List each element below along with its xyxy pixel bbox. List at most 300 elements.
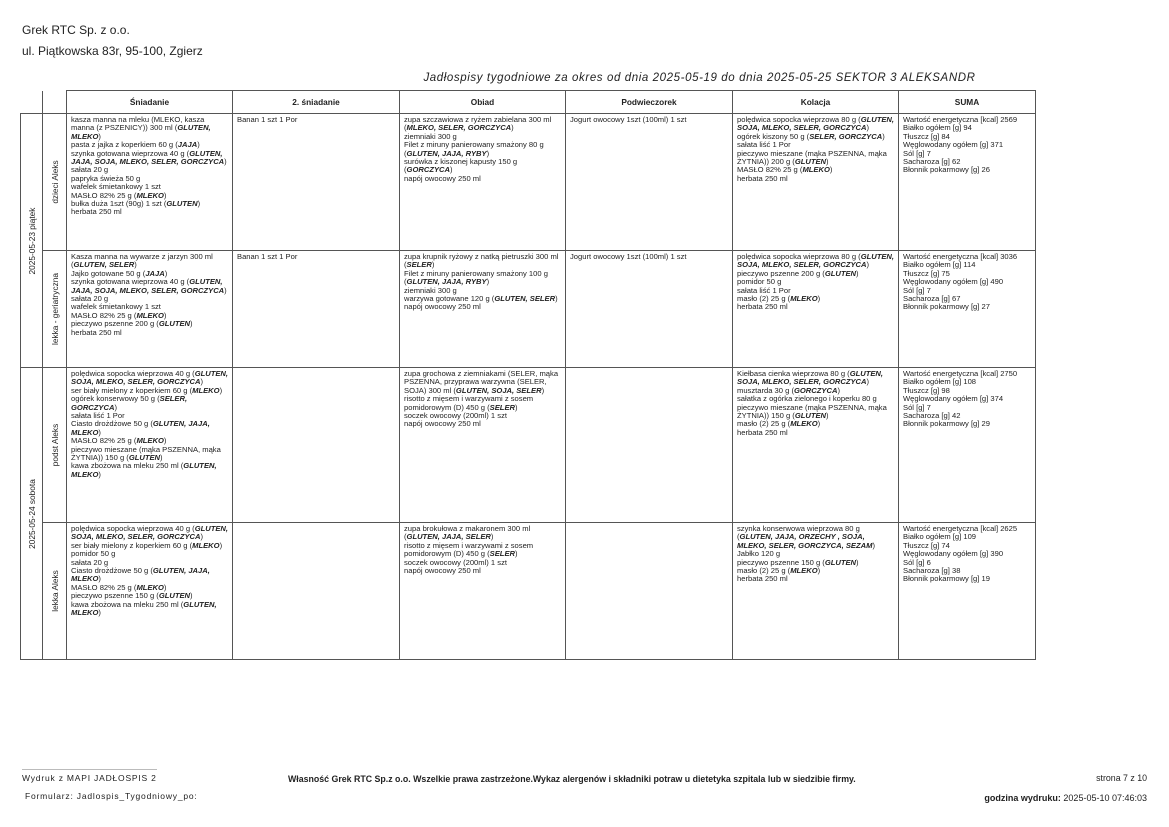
diet-cell xyxy=(43,523,67,660)
item-text: MASŁO 82% 25 g ( xyxy=(71,582,137,592)
item-text: Wartość energetyczna [kcal] 2625 xyxy=(903,524,1018,533)
allergen-text: JAJA xyxy=(145,268,165,278)
menu-item xyxy=(71,150,228,167)
footer-print-time xyxy=(984,793,1147,803)
item-text: warzywa gotowane 120 g ( xyxy=(404,294,495,304)
diet-row xyxy=(21,368,1036,523)
item-text: pieczywo pszenne 150 g ( xyxy=(71,591,159,601)
item-text: pieczywo pszenne 200 g ( xyxy=(71,319,159,329)
menu-item xyxy=(903,575,1031,583)
menu-item xyxy=(404,542,561,559)
item-text: Sacharoza [g] 38 xyxy=(903,566,961,576)
allergen-text: SELER xyxy=(406,260,432,270)
item-text: szynka gotowana wieprzowa 40 g ( xyxy=(71,148,190,158)
item-text: Wartość energetyczna [kcal] 2750 xyxy=(903,369,1018,378)
document-title-text: Jadłospisy tygodniowe za okres od dnia 2025-05-19 do dnia 2025-05-25 SEKTOR 3 ALEKSANDR xyxy=(423,72,976,84)
dinner-cell xyxy=(400,251,566,368)
allergen-text: GLUTEN, JAJA, SOJA, MLEKO, SELER, GORCZYCA xyxy=(71,148,225,167)
item-text: ) xyxy=(98,469,101,479)
allergen-text: GLUTEN xyxy=(794,157,827,167)
item-text: Tłuszcz [g] 84 xyxy=(903,131,950,141)
menu-item xyxy=(404,141,561,158)
item-text: Sól [g] 6 xyxy=(903,557,931,567)
item-text: Wartość energetyczna [kcal] 3036 xyxy=(903,252,1018,261)
menu-item xyxy=(570,116,728,124)
item-text: sałata 20 g xyxy=(71,165,109,175)
col-header-afternoon-snack: Podwieczorek xyxy=(566,91,733,114)
item-text: ) xyxy=(817,566,821,576)
item-text: ) xyxy=(515,549,518,559)
allergen-text: MLEKO xyxy=(136,582,164,592)
menu-item xyxy=(737,150,894,167)
diet-label: lekka - geriatryczna xyxy=(49,273,60,345)
item-text: pieczywo pszenne 200 g ( xyxy=(737,268,825,278)
company-address: ul. Piątkowska 83r, 95-100, Zgierz xyxy=(22,44,203,58)
item-text: Jogurt owocowy 1szt (100ml) 1 szt xyxy=(570,252,687,261)
col-header-breakfast: Śniadanie xyxy=(67,91,233,114)
menu-item xyxy=(737,116,894,133)
footer-form: Formularz: Jadlospis_Tygodniowy_po: xyxy=(25,791,198,801)
diet-cell xyxy=(43,251,67,368)
item-text: ) xyxy=(163,190,167,200)
diet-row xyxy=(21,251,1036,368)
item-text: kasza manna na mleku (MLEKO, kasza manna (z PSZENICY)) 300 ml ( xyxy=(71,115,205,133)
item-text: Banan 1 szt 1 Por xyxy=(237,115,298,124)
item-text: ) xyxy=(163,582,167,592)
menu-item xyxy=(404,116,561,133)
item-text: ) xyxy=(515,402,518,412)
item-text: ) xyxy=(219,540,223,550)
menu-item xyxy=(404,567,561,575)
item-text: polędwica sopocka wieprzowa 80 g ( xyxy=(737,252,861,261)
day-cell xyxy=(21,368,43,660)
item-text: ) xyxy=(190,319,193,329)
item-text: Węglowodany ogółem [g] 490 xyxy=(903,277,1004,287)
item-text: Banan 1 szt 1 Por xyxy=(237,252,298,261)
allergen-text: GLUTEN, JAJA, RYBY xyxy=(406,277,487,287)
item-text: kawa zbożowa na mleku 250 ml ( xyxy=(71,599,184,609)
item-text: pieczywo pszenne 150 g ( xyxy=(737,557,825,567)
allergen-text: MLEKO xyxy=(802,165,830,175)
item-text: ) xyxy=(837,385,840,395)
menu-item xyxy=(71,208,228,216)
menu-table xyxy=(20,90,1036,660)
afternoon-snack-cell xyxy=(566,523,733,660)
item-text: ) xyxy=(164,268,168,278)
item-text: ) xyxy=(872,540,875,550)
allergen-text: SELER, GORCZYCA xyxy=(71,394,188,412)
company-name: Grek RTC Sp. z o.o. xyxy=(22,23,130,37)
breakfast-cell xyxy=(67,523,233,660)
item-text: sałata liść 1 Por xyxy=(737,285,791,295)
item-text: ) xyxy=(219,385,223,395)
item-text: ) xyxy=(197,199,201,209)
diet-label: podst Aleks xyxy=(49,423,60,467)
allergen-text: GLUTEN, JAJA, SOJA, MLEKO, SELER, GORCZYCA xyxy=(71,277,225,295)
item-text: ) xyxy=(486,148,490,158)
item-text: sałata 20 g xyxy=(71,294,109,304)
item-text: Tłuszcz [g] 74 xyxy=(903,540,950,550)
menu-item xyxy=(71,278,228,295)
menu-item xyxy=(71,253,228,270)
item-text: zupa krupnik ryżowy z natką pietruszki 300 ml ( xyxy=(404,252,559,270)
item-text: Sól [g] 7 xyxy=(903,148,931,158)
item-text: polędwica sopocka wieprzowa 80 g ( xyxy=(737,115,861,124)
allergen-text: GLUTEN, SOJA, MLEKO, SELER, GORCZYCA xyxy=(737,115,895,133)
item-text: MASŁO 82% 25 g ( xyxy=(71,436,137,446)
item-text: ) xyxy=(856,557,859,567)
item-text: soczek owocowy (200ml) 1 szt xyxy=(404,411,507,421)
item-text: bułka duża 1szt (90g) 1 szt ( xyxy=(71,199,167,209)
menu-item xyxy=(737,525,894,550)
document-title xyxy=(0,72,1169,84)
allergen-text: MLEKO xyxy=(790,566,818,576)
item-text: ) xyxy=(190,591,193,601)
item-text: Węglowodany ogółem [g] 390 xyxy=(903,549,1004,559)
item-text: herbata 250 ml xyxy=(737,302,788,312)
item-text: Jajko gotowane 50 g ( xyxy=(71,268,146,278)
menu-item xyxy=(71,329,228,337)
afternoon-snack-cell xyxy=(566,368,733,523)
col-header-second-breakfast: 2. śniadanie xyxy=(233,91,400,114)
item-text: ) xyxy=(98,574,101,584)
dinner-cell xyxy=(400,368,566,523)
item-text: ) xyxy=(490,532,494,542)
sum-cell xyxy=(899,251,1036,368)
item-text: ) xyxy=(866,260,870,270)
footer-ownership: Własność Grek RTC Sp.z o.o. Wszelkie prawa zastrzeżone.Wykaz alergenów i składniki potraw u dietetyka szpitala lub w siedzibie firmy. xyxy=(288,774,856,784)
item-text: Filet z miruny panierowany smażony 100 g ( xyxy=(404,268,548,287)
item-text: napój owocowy 250 ml xyxy=(404,173,481,183)
menu-item xyxy=(737,370,894,387)
allergen-text: GLUTEN xyxy=(824,268,857,278)
menu-item xyxy=(71,420,228,437)
item-text: ) xyxy=(163,310,167,320)
allergen-text: GLUTEN, SOJA, MLEKO, SELER, GORCZYCA xyxy=(71,369,229,387)
item-text: herbata 250 ml xyxy=(71,327,122,337)
item-text: ) xyxy=(197,140,200,150)
allergen-text: GLUTEN, SOJA, SELER xyxy=(455,385,542,395)
menu-item xyxy=(404,303,561,311)
allergen-text: MLEKO xyxy=(192,540,220,550)
item-text: herbata 250 ml xyxy=(71,207,122,217)
item-text: masło (2) 25 g ( xyxy=(737,566,791,576)
menu-item xyxy=(71,462,228,479)
allergen-text: GLUTEN, SELER xyxy=(73,260,135,270)
allergen-text: MLEKO xyxy=(136,436,164,446)
allergen-text: GLUTEN, SOJA, MLEKO, SELER, GORCZYCA xyxy=(737,252,895,270)
diet-label: lekka Aleks xyxy=(49,570,60,612)
menu-item xyxy=(404,253,561,270)
item-text: Sól [g] 7 xyxy=(903,285,931,295)
allergen-text: GLUTEN, SELER xyxy=(494,294,556,304)
item-text: pieczywo mieszane (mąka PSZENNA, mąka ŻYTNIA)) 150 g ( xyxy=(737,402,887,421)
item-text: szynka konserwowa wieprzowa 80 g ( xyxy=(737,524,860,542)
item-text: Białko ogółem [g] 94 xyxy=(903,123,972,133)
item-text: surówka z kiszonej kapusty 150 g ( xyxy=(404,157,518,175)
day-label: 2025-05-23 piątek xyxy=(26,207,37,274)
item-text: sałata 20 g xyxy=(71,557,109,567)
menu-item xyxy=(737,303,894,311)
item-text: papryka świeża 50 g xyxy=(71,173,141,183)
item-text: ) xyxy=(98,427,101,437)
item-text: polędwica sopocka wieprzowa 40 g ( xyxy=(71,369,195,378)
allergen-text: GLUTEN, JAJA, MLEKO xyxy=(71,419,210,437)
allergen-text: GORCZYCA xyxy=(793,385,838,395)
allergen-text: MLEKO xyxy=(136,310,164,320)
allergen-text: GLUTEN, JAJA, ORZECHY , SOJA, MLEKO, SELER, GORCZYCA, SEZAM xyxy=(737,532,873,550)
item-text: ) xyxy=(449,165,453,175)
item-text: sałata liść 1 Por xyxy=(737,140,791,150)
allergen-text: GLUTEN xyxy=(158,591,191,601)
day-cell xyxy=(21,114,43,368)
sum-cell xyxy=(899,114,1036,251)
menu-item xyxy=(71,446,228,463)
item-text: ) xyxy=(224,157,227,167)
item-text: pieczywo mieszane (mąka PSZENNA, mąka ŻYTNIA)) 150 g ( xyxy=(71,444,221,463)
menu-item xyxy=(903,166,1031,174)
menu-item xyxy=(570,253,728,261)
menu-item xyxy=(71,116,228,133)
item-text: ziemniaki 300 g xyxy=(404,131,457,141)
item-text: Kasza manna na wywarze z jarzyn 300 ml ( xyxy=(71,252,213,270)
item-text: kawa zbożowa na mleku 250 ml ( xyxy=(71,461,184,471)
item-text: Wartość energetyczna [kcal] 2569 xyxy=(903,115,1018,124)
corner-blank xyxy=(21,91,43,114)
allergen-text: MLEKO xyxy=(192,385,220,395)
allergen-text: GLUTEN, JAJA, SELER xyxy=(406,532,491,542)
item-text: soczek owocowy (200ml) 1 szt xyxy=(404,557,507,567)
second-breakfast-cell xyxy=(233,114,400,251)
item-text: masło (2) 25 g ( xyxy=(737,419,791,429)
item-text: ) xyxy=(817,294,821,304)
second-breakfast-cell xyxy=(233,368,400,523)
item-text: napój owocowy 250 ml xyxy=(404,419,481,429)
item-text: herbata 250 ml xyxy=(737,574,788,584)
diet-label: dzieci Aleks xyxy=(49,160,60,204)
allergen-text: GLUTEN, MLEKO xyxy=(71,461,217,479)
menu-item xyxy=(71,567,228,584)
print-label: godzina wydruku: xyxy=(984,793,1061,803)
item-text: ) xyxy=(200,532,204,542)
item-text: risotto z mięsem i warzywami z sosem pomidorowym (D) 450 g ( xyxy=(404,540,534,559)
menu-item xyxy=(737,404,894,421)
allergen-text: GLUTEN, xyxy=(177,123,211,133)
allergen-text: JAJA xyxy=(177,140,198,150)
item-text: MASŁO 82% 25 g ( xyxy=(71,190,137,200)
allergen-text: GLUTEN xyxy=(166,199,198,209)
item-text: ) xyxy=(826,411,829,421)
item-text: Jogurt owocowy 1szt (100ml) 1 szt xyxy=(570,115,687,124)
item-text: napój owocowy 250 ml xyxy=(404,566,481,576)
diet-cell xyxy=(43,368,67,523)
menu-item xyxy=(404,158,561,175)
item-text: polędwica sopocka wieprzowa 40 g ( xyxy=(71,524,195,533)
sum-cell xyxy=(899,368,1036,523)
menu-item xyxy=(237,116,395,124)
item-text: Białko ogółem [g] 114 xyxy=(903,260,976,270)
supper-cell xyxy=(733,523,899,660)
col-header-dinner: Obiad xyxy=(400,91,566,114)
diet-cell xyxy=(43,114,67,251)
item-text: ) xyxy=(114,402,117,412)
item-text: ogórek kiszony 50 g ( xyxy=(737,131,810,141)
item-text: ) xyxy=(866,123,870,133)
item-text: Sól [g] 7 xyxy=(903,402,931,412)
item-text: napój owocowy 250 ml xyxy=(404,302,481,312)
dinner-cell xyxy=(400,114,566,251)
afternoon-snack-cell xyxy=(566,114,733,251)
menu-item xyxy=(404,270,561,287)
item-text: masło (2) 25 g ( xyxy=(737,294,791,304)
allergen-text: GLUTEN xyxy=(794,411,827,421)
supper-cell xyxy=(733,368,899,523)
allergen-text: SELER xyxy=(489,402,515,412)
allergen-text: GLUTEN, SOJA, MLEKO, SELER, GORCZYCA xyxy=(71,524,229,542)
item-text: Sacharoza [g] 67 xyxy=(903,294,961,304)
item-text: Ciasto drożdżowe 50 g ( xyxy=(71,566,153,576)
item-text: sałata liść 1 Por xyxy=(71,411,125,421)
second-breakfast-cell xyxy=(233,251,400,368)
item-text: wafelek śmietankowy 1 szt xyxy=(71,302,161,312)
item-text: ) xyxy=(98,131,101,141)
menu-item xyxy=(404,525,561,542)
item-text: ) xyxy=(866,377,870,387)
item-text: ) xyxy=(541,385,545,395)
item-text: ) xyxy=(511,123,514,133)
menu-item xyxy=(71,525,228,542)
item-text: szynka gotowana wieprzowa 40 g ( xyxy=(71,277,190,287)
item-text: ) xyxy=(826,157,829,167)
item-text: ) xyxy=(224,285,227,295)
allergen-text: GLUTEN xyxy=(128,453,161,463)
item-text: pasta z jajka z koperkiem 60 g ( xyxy=(71,140,178,150)
item-text: ) xyxy=(134,260,137,270)
col-header-supper: Kolacja xyxy=(733,91,899,114)
item-text: Ciasto drożdżowe 50 g ( xyxy=(71,419,153,429)
item-text: pomidor 50 g xyxy=(737,277,782,287)
footer-divider xyxy=(22,769,157,770)
allergen-text: MLEKO xyxy=(71,131,99,141)
dinner-cell xyxy=(400,523,566,660)
item-text: Białko ogółem [g] 109 xyxy=(903,532,977,542)
col-header-sum: SUMA xyxy=(899,91,1036,114)
item-text: Filet z miruny panierowany smażony 80 g ( xyxy=(404,140,544,158)
menu-item xyxy=(404,370,561,395)
menu-item xyxy=(404,175,561,183)
diet-row xyxy=(21,523,1036,660)
menu-item xyxy=(737,575,894,583)
allergen-text: GLUTEN, MLEKO xyxy=(71,599,217,618)
menu-item xyxy=(404,420,561,428)
item-text: ) xyxy=(856,268,859,278)
allergen-text: SELER xyxy=(489,549,515,559)
menu-item xyxy=(903,303,1031,311)
item-text: ) xyxy=(829,165,833,175)
item-text: zupa grochowa z ziemniakami (SELER, mąka PSZENNA, przyprawa warzywna (SELER, SOJA) 300 ml ( xyxy=(404,369,559,395)
item-text: sałatka z ogórka zielonego i koperku 80 g xyxy=(737,394,877,404)
item-text: ) xyxy=(486,277,490,287)
item-text: herbata 250 ml xyxy=(737,427,788,437)
day-label: 2025-05-24 sobota xyxy=(26,478,37,549)
item-text: risotto z mięsem i warzywami z sosem pomidorowym (D) 450 g ( xyxy=(404,394,534,412)
item-text: Tłuszcz [g] 75 xyxy=(903,268,950,278)
allergen-text: GLUTEN xyxy=(158,319,191,329)
item-text: Błonnik pokarmowy [g] 27 xyxy=(903,302,990,312)
allergen-text: GLUTEN, JAJA, MLEKO xyxy=(71,566,210,584)
item-text: wafelek śmietankowy 1 szt xyxy=(71,182,161,192)
menu-item xyxy=(237,253,395,261)
corner-blank-2 xyxy=(43,91,67,114)
item-text: herbata 250 ml xyxy=(737,173,788,183)
breakfast-cell xyxy=(67,368,233,523)
item-text: Sacharoza [g] 62 xyxy=(903,157,961,167)
item-text: ) xyxy=(817,419,821,429)
item-text: pomidor 50 g xyxy=(71,549,116,559)
allergen-text: GLUTEN, JAJA, RYBY xyxy=(406,148,487,158)
menu-item xyxy=(71,370,228,387)
item-text: Kiełbasa cienka wieprzowa 80 g ( xyxy=(737,369,850,378)
item-text: Błonnik pokarmowy [g] 19 xyxy=(903,574,990,584)
item-text: Błonnik pokarmowy [g] 29 xyxy=(903,419,990,429)
item-text: ) xyxy=(555,294,558,304)
item-text: ) xyxy=(98,608,101,618)
supper-cell xyxy=(733,114,899,251)
allergen-text: MLEKO xyxy=(136,190,164,200)
allergen-text: GLUTEN, SOJA, MLEKO, SELER, GORCZYCA xyxy=(737,369,884,387)
menu-item xyxy=(71,395,228,412)
menu-body xyxy=(21,114,1036,660)
item-text: Sacharoza [g] 42 xyxy=(903,411,961,421)
footer-page: strona 7 z 10 xyxy=(1096,773,1147,783)
item-text: Węglowodany ogółem [g] 371 xyxy=(903,140,1004,150)
menu-item xyxy=(71,601,228,618)
breakfast-cell xyxy=(67,114,233,251)
item-text: ) xyxy=(200,377,204,387)
item-text: Węglowodany ogółem [g] 374 xyxy=(903,394,1004,404)
item-text: pieczywo mieszane (mąka PSZENNA, mąka ŻYTNIA)) 200 g ( xyxy=(737,148,887,167)
item-text: ) xyxy=(882,131,885,141)
item-text: zupa szczawiowa z ryżem zabielana 300 ml ( xyxy=(404,115,552,133)
afternoon-snack-cell xyxy=(566,251,733,368)
menu-item xyxy=(737,429,894,437)
print-time: 2025-05-10 07:46:03 xyxy=(1063,793,1147,803)
item-text: ser biały mielony z koperkiem 60 g ( xyxy=(71,385,193,395)
second-breakfast-cell xyxy=(233,523,400,660)
item-text: ziemniaki 300 g xyxy=(404,285,457,295)
item-text: ) xyxy=(163,436,167,446)
menu-item xyxy=(737,253,894,270)
allergen-text: MLEKO xyxy=(790,419,818,429)
item-text: ser biały mielony z koperkiem 60 g ( xyxy=(71,540,193,550)
item-text: MASŁO 82% 25 g ( xyxy=(71,310,137,320)
item-text: ) xyxy=(160,453,163,463)
allergen-text: SELER, GORCZYCA xyxy=(809,131,883,141)
item-text: Tłuszcz [g] 98 xyxy=(903,385,950,395)
sum-cell xyxy=(899,523,1036,660)
item-text: zupa brokułowa z makaronem 300 ml ( xyxy=(404,524,531,542)
menu-item xyxy=(404,395,561,412)
item-text: ) xyxy=(431,260,435,270)
item-text: Białko ogółem [g] 108 xyxy=(903,377,977,387)
item-text: ogórek konserwowy 50 g ( xyxy=(71,394,160,404)
allergen-text: GLUTEN xyxy=(824,557,857,567)
diet-row xyxy=(21,114,1036,251)
supper-cell xyxy=(733,251,899,368)
footer-source: Wydruk z MAPI JADŁOSPIS 2 xyxy=(22,773,157,783)
breakfast-cell xyxy=(67,251,233,368)
item-text: MASŁO 82% 25 g ( xyxy=(737,165,803,175)
